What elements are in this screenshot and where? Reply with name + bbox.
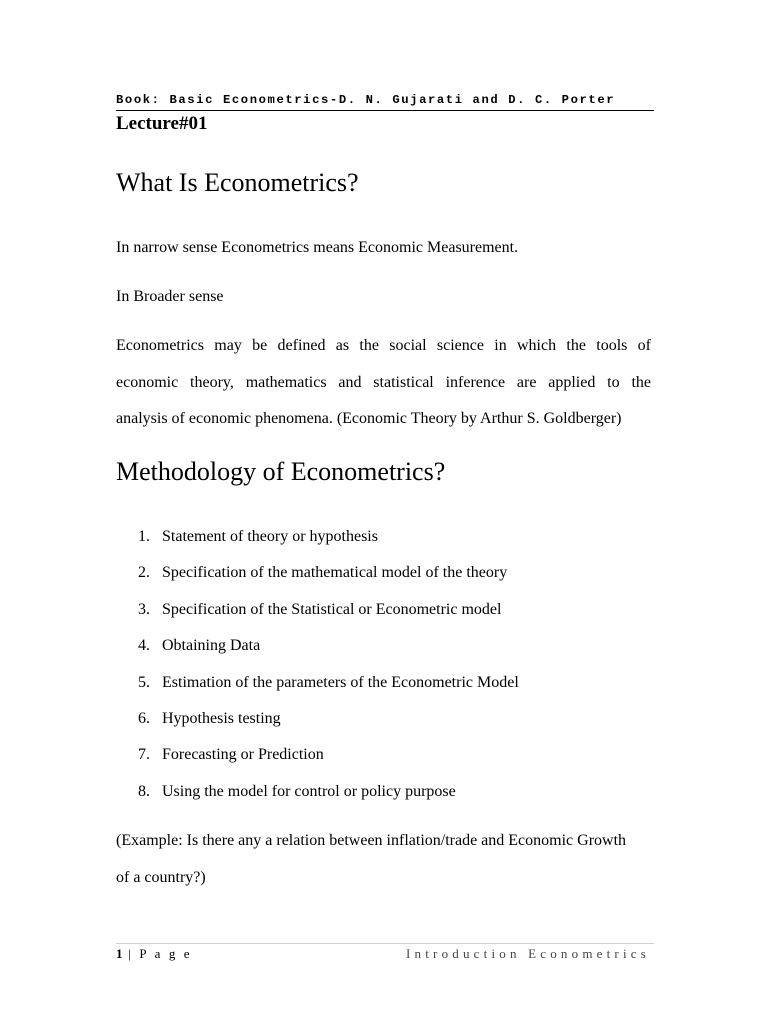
example-line-1: (Example: Is there any a relation between inflation/trade and Economic Growth (116, 832, 627, 849)
footer-divider (116, 943, 654, 944)
section-title-methodology: Methodology of Econometrics? (116, 457, 446, 486)
list-item: 8. Using the model for control or policy purpose (138, 783, 456, 800)
definition-line-3: analysis of economic phenomena. (Economic Theory by Arthur S. Goldberger) (116, 410, 622, 427)
definition-line-2: economic theory, mathematics and statistical inference are applied to the (116, 374, 651, 391)
narrow-sense-text: In narrow sense Econometrics means Economic Measurement. (116, 239, 519, 256)
list-item: 4. Obtaining Data (138, 637, 261, 654)
book-reference: Book: Basic Econometrics-D. N. Gujarati and D. C. Porter (116, 93, 616, 107)
section-title-what-is: What Is Econometrics? (116, 168, 359, 197)
header-divider (116, 110, 654, 111)
footer-title: Introduction Econometrics (406, 946, 650, 961)
page-number: 1 | P a g e (116, 946, 193, 961)
definition-line-1: Econometrics may be defined as the social science in which the tools of (116, 337, 651, 354)
example-line-2: of a country?) (116, 869, 206, 886)
list-item: 7. Forecasting or Prediction (138, 746, 324, 763)
list-item: 3. Specification of the Statistical or Econometric model (138, 601, 502, 618)
lecture-number: Lecture#01 (116, 113, 208, 134)
list-item: 2. Specification of the mathematical model of the theory (138, 564, 508, 581)
broader-sense-label: In Broader sense (116, 288, 224, 305)
list-item: 6. Hypothesis testing (138, 710, 281, 727)
list-item: 1. Statement of theory or hypothesis (138, 528, 378, 545)
list-item: 5. Estimation of the parameters of the Econometric Model (138, 674, 519, 691)
